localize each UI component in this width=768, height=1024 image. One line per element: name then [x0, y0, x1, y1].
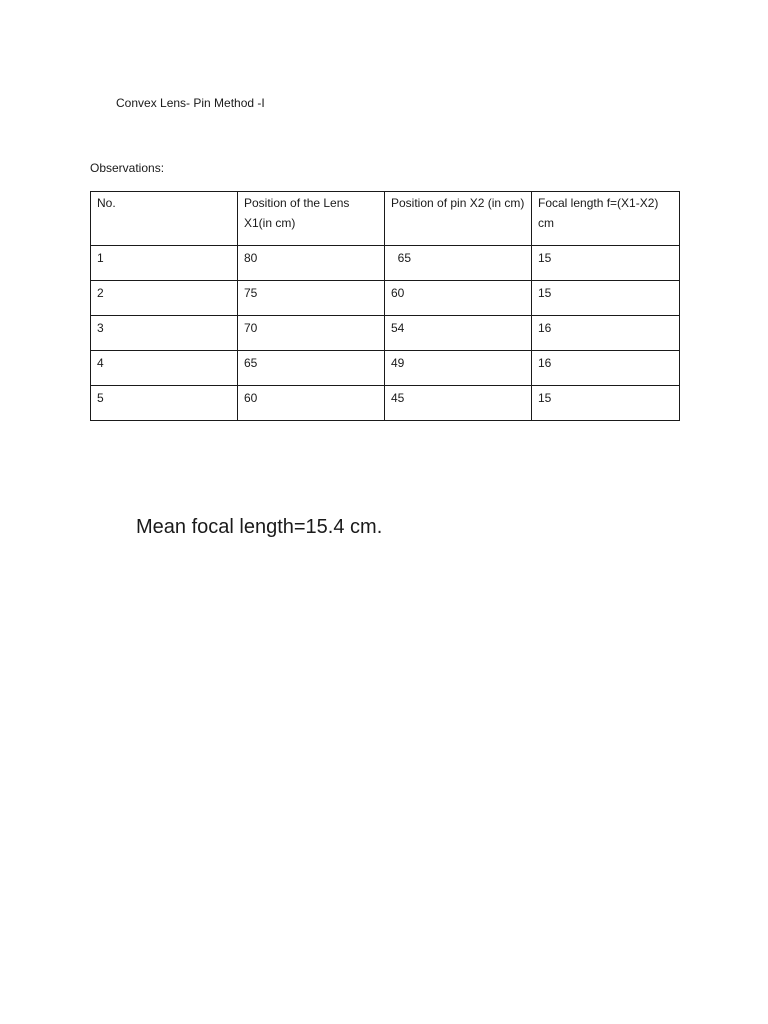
table-row — [91, 246, 680, 281]
cell-pin-position: 49 — [385, 351, 532, 386]
cell-lens-position: 65 — [238, 351, 385, 386]
cell-number: 3 — [91, 316, 238, 351]
cell-focal-length: 16 — [532, 351, 680, 386]
cell-number: 5 — [91, 386, 238, 421]
table-row — [91, 316, 680, 351]
table-header-row — [91, 192, 680, 246]
cell-number: 4 — [91, 351, 238, 386]
cell-lens-position: 80 — [238, 246, 385, 281]
header-number: No. — [91, 192, 238, 246]
cell-focal-length: 15 — [532, 281, 680, 316]
cell-focal-length: 16 — [532, 316, 680, 351]
table-row — [91, 386, 680, 421]
observations-heading: Observations: — [90, 161, 165, 175]
document-title: Convex Lens- Pin Method -I — [116, 96, 265, 110]
header-lens-position: Position of the Lens X1(in cm) — [238, 192, 385, 246]
table-row — [91, 351, 680, 386]
mean-focal-length: Mean focal length=15.4 cm. — [136, 516, 383, 538]
cell-lens-position: 60 — [238, 386, 385, 421]
cell-focal-length: 15 — [532, 246, 680, 281]
cell-lens-position: 70 — [238, 316, 385, 351]
cell-focal-length: 15 — [532, 386, 680, 421]
header-focal-length: Focal length f=(X1-X2) cm — [532, 192, 680, 246]
cell-pin-position: 65 — [385, 246, 532, 281]
cell-lens-position: 75 — [238, 281, 385, 316]
cell-pin-position: 54 — [385, 316, 532, 351]
cell-pin-position: 60 — [385, 281, 532, 316]
header-pin-position: Position of pin X2 (in cm) — [385, 192, 532, 246]
cell-pin-position: 45 — [385, 386, 532, 421]
observations-table — [90, 191, 680, 421]
cell-number: 2 — [91, 281, 238, 316]
table-row — [91, 281, 680, 316]
cell-number: 1 — [91, 246, 238, 281]
